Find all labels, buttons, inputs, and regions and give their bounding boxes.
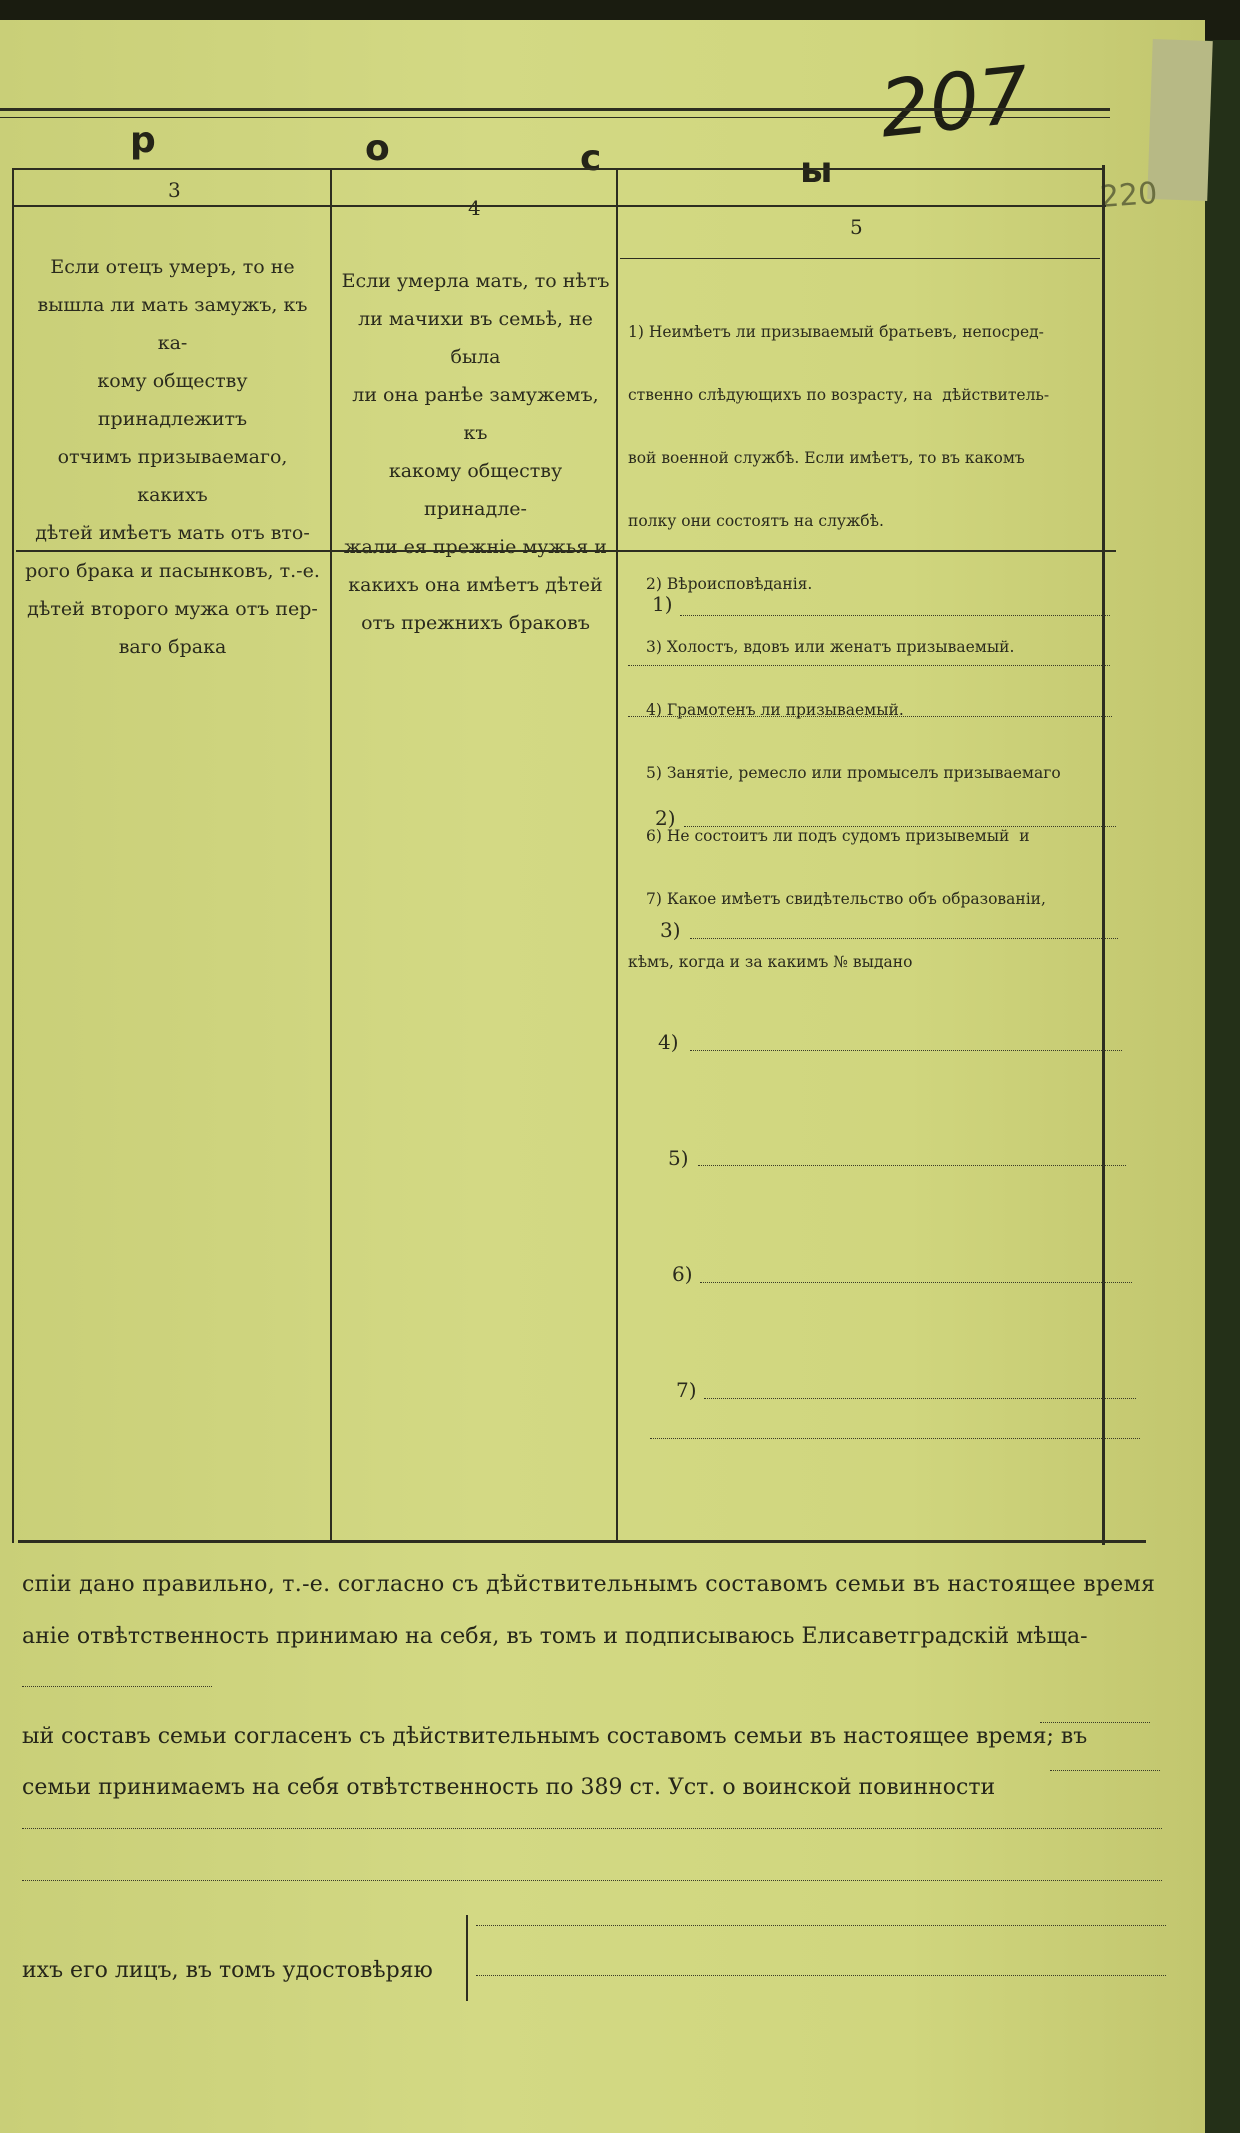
column-5-number: 5	[850, 215, 863, 239]
column-5-line: 4) Грамотенъ ли призываемый.	[646, 701, 904, 719]
attestation-line-5: ихъ его лицъ, въ томъ удостовѣряю	[22, 1958, 433, 1983]
stamped-folio-number: 220	[1098, 176, 1159, 215]
answer-line-1c[interactable]	[628, 716, 1112, 717]
column-5-line: 5) Занятіе, ремесло или промыселъ призываемаго	[646, 764, 1061, 782]
table-top-rule	[12, 168, 1102, 170]
table-right-border	[1102, 165, 1105, 1545]
col5-number-rule	[620, 258, 1100, 259]
dark-background-edge	[1205, 40, 1240, 2133]
answer-item-7: 7)	[676, 1378, 697, 1402]
attestation-line-4-dots[interactable]	[1050, 1770, 1160, 1771]
answer-item-1: 1)	[652, 592, 673, 616]
column-3-heading	[20, 248, 325, 666]
column-4-line: Если умерла мать, то нѣтъ	[341, 270, 610, 292]
column-3-line: вышла ли мать замужъ, къ ка-	[37, 294, 308, 354]
column-3-line: дѣтей второго мужа отъ пер-	[27, 598, 318, 620]
blank-line-2[interactable]	[22, 1880, 1162, 1881]
answer-line-4[interactable]	[690, 1050, 1122, 1051]
header-letter-3: с	[580, 138, 602, 179]
answer-line-1b[interactable]	[628, 665, 1110, 666]
attestation-line-3: ый составъ семьи согласенъ съ дѣйствительнымъ составомъ семьи въ настоящее время; въ	[22, 1724, 1088, 1749]
column-3-number: 3	[168, 178, 181, 202]
column-4-heading	[338, 262, 613, 642]
col4-col5-divider	[616, 170, 618, 1542]
header-letter-1: р	[130, 120, 156, 161]
column-5-heading	[628, 280, 1098, 994]
attestation-line-4: семьи принимаемъ на себя отвѣтственность по 389 ст. Уст. о воинской повинности	[22, 1775, 996, 1800]
header-letter-2: о	[365, 128, 390, 169]
attestation-line-1: спіи дано правильно, т.-е. согласно съ дѣйствительнымъ составомъ семьи въ настоящее время	[22, 1572, 1156, 1597]
column-3-line: рого брака и пасынковъ, т.-е.	[25, 560, 320, 582]
table-number-row-rule	[14, 205, 1106, 207]
answer-line-2[interactable]	[684, 826, 1116, 827]
answer-line-7b[interactable]	[650, 1438, 1140, 1439]
column-4-line: отъ прежнихъ браковъ	[361, 612, 590, 634]
blank-line-1[interactable]	[22, 1828, 1162, 1829]
column-4-line: ли мачихи въ семьѣ, не была	[358, 308, 593, 368]
column-4-line: какихъ она имѣетъ дѣтей	[348, 574, 603, 596]
column-5-line: 3) Холостъ, вдовъ или женатъ призываемый.	[646, 638, 1015, 656]
handwritten-folio-number: 207	[875, 50, 1034, 156]
header-letter-4: ы	[800, 150, 833, 191]
answer-item-3: 3)	[660, 918, 681, 942]
header-top-rule	[0, 108, 1110, 111]
answer-line-3[interactable]	[690, 938, 1118, 939]
signature-line-2[interactable]	[476, 1925, 1166, 1926]
header-top-rule-thin	[0, 117, 1110, 118]
answer-item-6: 6)	[672, 1262, 693, 1286]
column-4-line: жали ея прежніе мужья и	[344, 536, 607, 558]
column-5-line: полку они состоятъ на службѣ.	[628, 512, 884, 530]
answer-line-7[interactable]	[704, 1398, 1136, 1399]
attestation-line-3-dots[interactable]	[1040, 1722, 1150, 1723]
attestation-line-2: аніе отвѣтственность принимаю на себя, въ томъ и подписываюсь Елисаветградскій мѣща-	[22, 1624, 1088, 1649]
column-3-line: ваго брака	[118, 636, 227, 658]
column-3-line: дѣтей имѣетъ мать отъ вто-	[35, 522, 310, 544]
answer-item-4: 4)	[658, 1030, 679, 1054]
answer-line-1[interactable]	[680, 615, 1110, 616]
column-5-line: 2) Вѣроисповѣданія.	[646, 575, 813, 593]
signature-box-divider	[466, 1915, 468, 2001]
column-3-line: Если отецъ умеръ, то не	[50, 256, 295, 278]
answer-item-2: 2)	[655, 806, 676, 830]
column-5-line: ственно слѣдующихъ по возрасту, на дѣйствитель-	[628, 386, 1050, 404]
answer-line-5[interactable]	[698, 1165, 1126, 1166]
answer-line-6[interactable]	[700, 1282, 1132, 1283]
column-5-line: вой военной службѣ. Если имѣетъ, то въ какомъ	[628, 449, 1025, 467]
signature-line-1[interactable]	[22, 1686, 212, 1687]
col3-col4-divider	[330, 168, 332, 1543]
adjacent-page-scrap	[1147, 39, 1213, 201]
column-3-line: отчимъ призываемаго, какихъ	[57, 446, 288, 506]
column-4-line: ли она ранѣе замужемъ, къ	[352, 384, 599, 444]
table-bottom-rule	[18, 1540, 1146, 1543]
column-4-line: какому обществу принадле-	[388, 460, 563, 520]
column-3-line: кому обществу принадлежитъ	[97, 370, 248, 430]
column-4-number: 4	[468, 196, 481, 220]
column-5-line: 6) Не состоитъ ли подъ судомъ призывемый и	[646, 827, 1030, 845]
signature-line-3[interactable]	[476, 1975, 1166, 1976]
answer-item-5: 5)	[668, 1146, 689, 1170]
table-left-border	[12, 168, 14, 1543]
column-5-line: 7) Какое имѣетъ свидѣтельство объ образованіи,	[646, 890, 1046, 908]
column-5-line: 1) Неимѣетъ ли призываемый братьевъ, непосред-	[628, 323, 1044, 341]
column-5-line: кѣмъ, когда и за какимъ № выдано	[628, 953, 913, 971]
